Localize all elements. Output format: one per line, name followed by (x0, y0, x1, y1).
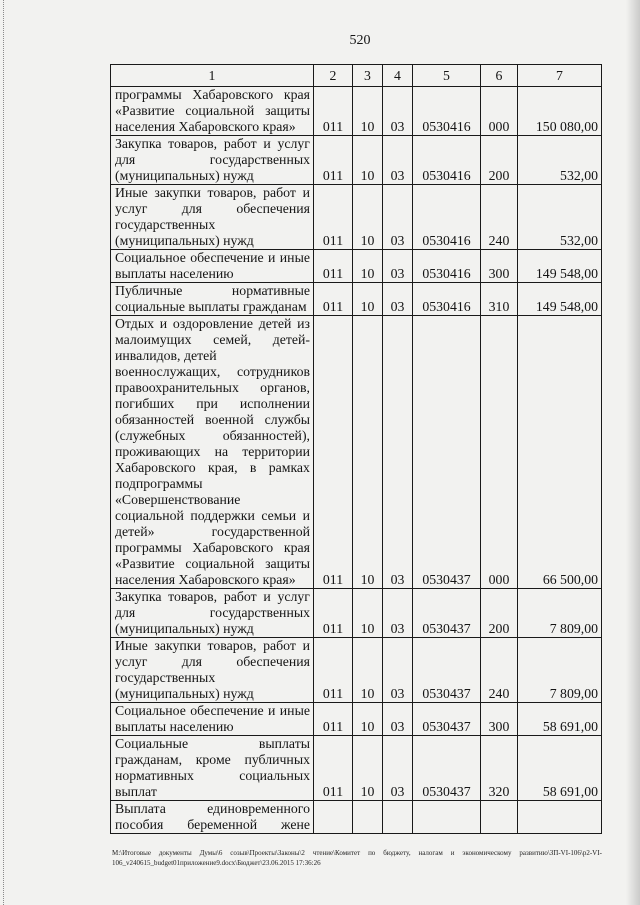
subsection-code-cell: 03 (383, 316, 413, 589)
line-word: «Развитие (115, 556, 175, 571)
ministry-code-cell: 011 (314, 703, 353, 736)
ministry-code-cell: 011 (314, 136, 353, 185)
description-cell (111, 703, 314, 736)
line-word: для (181, 201, 203, 216)
description-line: социальные выплаты гражданам (115, 299, 307, 314)
line-word: Закупка (115, 136, 162, 151)
line-word: поддержки (190, 508, 255, 523)
line-word: иные (279, 250, 310, 265)
line-word: (служебных (115, 428, 186, 443)
line-word: службы (264, 412, 310, 427)
section-code-cell (353, 801, 383, 834)
subsection-code-cell: 03 (383, 136, 413, 185)
column-number-header: 4 (383, 65, 413, 87)
description-line (115, 540, 310, 556)
expense-type-code-cell: 300 (481, 703, 518, 736)
ministry-code-cell: 011 (314, 638, 353, 703)
line-word: Социальное (115, 250, 186, 265)
line-word: защиты (265, 556, 310, 571)
line-word: развитию\ЗП-VI-106\р2-VI- (519, 849, 602, 857)
line-word: публичных (244, 752, 310, 767)
ministry-code-cell: 011 (314, 589, 353, 638)
line-word: документы (158, 849, 192, 857)
amount-cell: 7 809,00 (518, 589, 602, 638)
target-item-code-cell: 0530416 (413, 250, 481, 283)
column-number-header: 7 (518, 65, 602, 87)
line-word: и (268, 703, 276, 718)
line-word: социальной (185, 556, 255, 571)
line-word: при (196, 396, 218, 411)
section-code-cell: 10 (353, 136, 383, 185)
section-code-cell: 10 (353, 87, 383, 136)
line-word: иные (279, 703, 310, 718)
description-line (115, 817, 310, 833)
line-word: M:\Итоговые (112, 849, 151, 857)
line-word: закупки (154, 185, 201, 200)
line-word: обеспечения (236, 654, 310, 669)
line-word: детей (258, 316, 292, 331)
expense-type-code-cell: 240 (481, 185, 518, 250)
table-row (111, 736, 602, 801)
line-word: социальных (239, 768, 310, 783)
line-word: территории (242, 444, 310, 459)
description-line (115, 250, 310, 266)
description-line (115, 654, 310, 670)
expense-type-code-cell: 000 (481, 87, 518, 136)
table-row (111, 283, 602, 316)
subsection-code-cell: 03 (383, 250, 413, 283)
table-row (111, 316, 602, 589)
description-line (115, 380, 310, 396)
description-line: (муниципальных) нужд (115, 686, 254, 701)
column-number-header: 3 (353, 65, 383, 87)
description-line (115, 508, 310, 524)
description-cell (111, 250, 314, 283)
table-header (111, 65, 602, 87)
line-word: правоохранительных (115, 380, 239, 395)
line-word: семей, (213, 332, 252, 347)
line-word: товаров, (207, 185, 257, 200)
description-cell (111, 185, 314, 250)
table-row (111, 801, 602, 834)
amount-cell: 66 500,00 (518, 316, 602, 589)
budget-table (110, 64, 602, 834)
line-word: налогам (418, 849, 443, 857)
description-line: государственных (115, 217, 216, 232)
section-code-cell: 10 (353, 250, 383, 283)
subsection-code-cell: 03 (383, 638, 413, 703)
amount-cell: 7 809,00 (518, 638, 602, 703)
line-word: и (450, 849, 455, 857)
description-cell (111, 136, 314, 185)
page-number: 520 (349, 33, 371, 48)
target-item-code-cell: 0530416 (413, 185, 481, 250)
line-word: Выплата (115, 801, 166, 816)
scan-edge-right (626, 0, 640, 905)
description-line (115, 736, 310, 752)
line-word: Хабаровского (192, 540, 274, 555)
amount-cell: 149 548,00 (518, 283, 602, 316)
description-line (115, 87, 310, 103)
description-line (115, 524, 310, 540)
ministry-code-cell: 011 (314, 316, 353, 589)
line-word: Социальные (115, 736, 189, 751)
description-line (115, 185, 310, 201)
ministry-code-cell (314, 801, 353, 834)
description-line (115, 412, 310, 428)
line-word: обеспечения (236, 201, 310, 216)
ministry-code-cell: 011 (314, 185, 353, 250)
section-code-cell: 10 (353, 185, 383, 250)
line-word: оздоровление (172, 316, 253, 331)
ministry-code-cell: 011 (314, 250, 353, 283)
subsection-code-cell: 03 (383, 589, 413, 638)
header-row (111, 65, 602, 87)
description-line: «Совершенствование (115, 492, 241, 507)
description-line (115, 703, 310, 719)
line-word: Хабаровского (192, 87, 274, 102)
expense-type-code-cell: 320 (481, 736, 518, 801)
line-word: пособия (115, 817, 164, 832)
description-line (115, 364, 310, 380)
table-row (111, 589, 602, 638)
line-word: детей» (115, 524, 155, 539)
column-number-header: 1 (111, 65, 314, 87)
line-word: малоимущих (115, 332, 192, 347)
description-cell (111, 283, 314, 316)
description-line (115, 201, 310, 217)
description-line: населения Хабаровского края» (115, 119, 296, 134)
subsection-code-cell: 03 (383, 736, 413, 801)
ministry-code-cell: 011 (314, 283, 353, 316)
line-word: и (159, 316, 168, 331)
line-word: погибших (115, 396, 175, 411)
amount-cell: 149 548,00 (518, 250, 602, 283)
target-item-code-cell: 0530416 (413, 283, 481, 316)
column-number-header: 6 (481, 65, 518, 87)
description-line: инвалидов, детей (115, 348, 217, 363)
line-word: закупки (154, 638, 201, 653)
amount-cell: 532,00 (518, 185, 602, 250)
target-item-code-cell: 0530437 (413, 736, 481, 801)
subsection-code-cell: 03 (383, 87, 413, 136)
description-line: выплаты населению (115, 266, 234, 281)
description-line: подпрограммы (115, 476, 203, 491)
line-word: и (263, 136, 271, 151)
line-word: работ (263, 638, 296, 653)
line-word: гражданам, (115, 752, 183, 767)
description-cell (111, 87, 314, 136)
description-line (115, 316, 310, 332)
amount-cell (518, 801, 602, 834)
target-item-code-cell: 0530437 (413, 589, 481, 638)
table-row (111, 703, 602, 736)
description-cell (111, 638, 314, 703)
section-code-cell: 10 (353, 703, 383, 736)
line-word: услуг (277, 589, 310, 604)
description-line (115, 605, 310, 621)
description-line: населения Хабаровского края» (115, 572, 296, 587)
line-word: созыв\Проекты\Законы\2 (230, 849, 305, 857)
line-word: услуг (115, 654, 148, 669)
line-word: кроме (195, 752, 231, 767)
description-line: выплат (115, 784, 157, 799)
line-word: и (302, 638, 310, 653)
line-word: Иные (115, 638, 148, 653)
table-row (111, 87, 602, 136)
line-word: защиты (265, 103, 310, 118)
line-word: экономическому (462, 849, 512, 857)
target-item-code-cell: 0530416 (413, 136, 481, 185)
line-word: из (297, 316, 310, 331)
line-word: обеспечение (190, 250, 264, 265)
line-word: государственной (211, 524, 310, 539)
line-word: и (263, 589, 271, 604)
line-word: Иные (115, 185, 148, 200)
description-line (115, 556, 310, 572)
line-word: для (115, 152, 136, 167)
line-word: на (214, 444, 229, 459)
section-code-cell: 10 (353, 283, 383, 316)
line-word: обязанностей (115, 412, 195, 427)
line-word: обязанностей), (222, 428, 310, 443)
target-item-code-cell: 0530437 (413, 638, 481, 703)
expense-type-code-cell: 200 (481, 136, 518, 185)
column-number-header: 5 (413, 65, 481, 87)
expense-type-code-cell: 000 (481, 316, 518, 589)
footer-path-line: 106_v240615_budget01приложение9.docx\Бюджет\23.06.2015 17:36:26 (112, 859, 321, 867)
line-word: для (115, 605, 136, 620)
line-word: услуг (277, 136, 310, 151)
section-code-cell: 10 (353, 638, 383, 703)
description-line (115, 103, 310, 119)
line-word: военнослужащих, (115, 364, 221, 379)
line-word: края (283, 540, 310, 555)
table-row (111, 136, 602, 185)
expense-type-code-cell (481, 801, 518, 834)
line-word: семьи (261, 508, 297, 523)
description-line (115, 428, 310, 444)
line-word: государственных (209, 152, 310, 167)
description-line: выплаты населению (115, 719, 234, 734)
expense-type-code-cell: 300 (481, 250, 518, 283)
expense-type-code-cell: 200 (481, 589, 518, 638)
amount-cell: 58 691,00 (518, 703, 602, 736)
subsection-code-cell: 03 (383, 185, 413, 250)
description-line (115, 444, 310, 460)
description-cell (111, 736, 314, 801)
description-line (115, 460, 310, 476)
line-word: товаров, (168, 136, 218, 151)
description-line (115, 152, 310, 168)
description-cell (111, 316, 314, 589)
description-line: (муниципальных) нужд (115, 621, 254, 636)
line-word: работ (263, 185, 296, 200)
line-word: Думы\6 (199, 849, 223, 857)
expense-type-code-cell: 310 (481, 283, 518, 316)
line-word: органов, (260, 380, 310, 395)
line-word: выплаты (258, 736, 310, 751)
line-word: программы (115, 87, 182, 102)
line-word: Хабаровского (115, 460, 196, 475)
subsection-code-cell (383, 801, 413, 834)
footer-file-path (112, 848, 602, 868)
line-word: края, (208, 460, 238, 475)
line-word: и (302, 508, 310, 523)
target-item-code-cell (413, 801, 481, 834)
section-code-cell: 10 (353, 316, 383, 589)
description-line (115, 283, 310, 299)
line-word: Социальное (115, 703, 186, 718)
subsection-code-cell: 03 (383, 703, 413, 736)
ministry-code-cell: 011 (314, 87, 353, 136)
description-line (115, 801, 310, 817)
description-line: (муниципальных) нужд (115, 233, 254, 248)
section-code-cell: 10 (353, 736, 383, 801)
line-word: работ (223, 136, 257, 151)
amount-cell: 150 080,00 (518, 87, 602, 136)
line-word: социальной (185, 103, 255, 118)
line-word: и (302, 185, 310, 200)
footer-path-line (112, 848, 602, 858)
line-word: нормативных (115, 768, 194, 783)
line-word: товаров, (207, 638, 257, 653)
subsection-code-cell: 03 (383, 283, 413, 316)
line-word: Отдых (115, 316, 154, 331)
line-word: Публичные (115, 283, 183, 298)
description-line (115, 332, 310, 348)
line-word: работ (223, 589, 257, 604)
line-word: детей- (272, 332, 310, 347)
description-line (115, 768, 310, 784)
target-item-code-cell: 0530437 (413, 703, 481, 736)
line-word: программы (115, 540, 182, 555)
description-line: (муниципальных) нужд (115, 168, 254, 183)
description-line (115, 589, 310, 605)
line-word: по (368, 849, 376, 857)
line-word: услуг (115, 201, 148, 216)
line-word: военной (205, 412, 254, 427)
line-word: социальной (115, 508, 184, 523)
line-word: «Развитие (115, 103, 175, 118)
line-word: нормативные (231, 283, 310, 298)
line-word: и (268, 250, 276, 265)
line-word: чтение\Комитет (312, 849, 361, 857)
description-line: государственных (115, 670, 216, 685)
line-word: единовременного (207, 801, 310, 816)
target-item-code-cell: 0530416 (413, 87, 481, 136)
line-word: жене (281, 817, 310, 832)
line-word: исполнении (239, 396, 310, 411)
line-word: обеспечение (190, 703, 264, 718)
description-line (115, 752, 310, 768)
amount-cell: 532,00 (518, 136, 602, 185)
section-code-cell: 10 (353, 589, 383, 638)
expense-type-code-cell: 240 (481, 638, 518, 703)
ministry-code-cell: 011 (314, 736, 353, 801)
line-word: Закупка (115, 589, 162, 604)
line-word: края (283, 87, 310, 102)
description-line (115, 396, 310, 412)
line-word: бюджету, (383, 849, 411, 857)
column-number-header: 2 (314, 65, 353, 87)
line-word: в (249, 460, 257, 475)
table-row (111, 185, 602, 250)
line-word: для (181, 654, 203, 669)
description-cell (111, 801, 314, 834)
table-row (111, 250, 602, 283)
amount-cell: 58 691,00 (518, 736, 602, 801)
line-word: товаров, (168, 589, 218, 604)
line-word: государственных (209, 605, 310, 620)
description-line (115, 136, 310, 152)
scan-edge-left (3, 0, 4, 905)
description-cell (111, 589, 314, 638)
line-word: сотрудников (237, 364, 310, 379)
target-item-code-cell: 0530437 (413, 316, 481, 589)
line-word: проживающих (115, 444, 201, 459)
line-word: беременной (187, 817, 258, 832)
table-body (111, 87, 602, 834)
table-row (111, 638, 602, 703)
description-line (115, 638, 310, 654)
line-word: рамках (268, 460, 310, 475)
